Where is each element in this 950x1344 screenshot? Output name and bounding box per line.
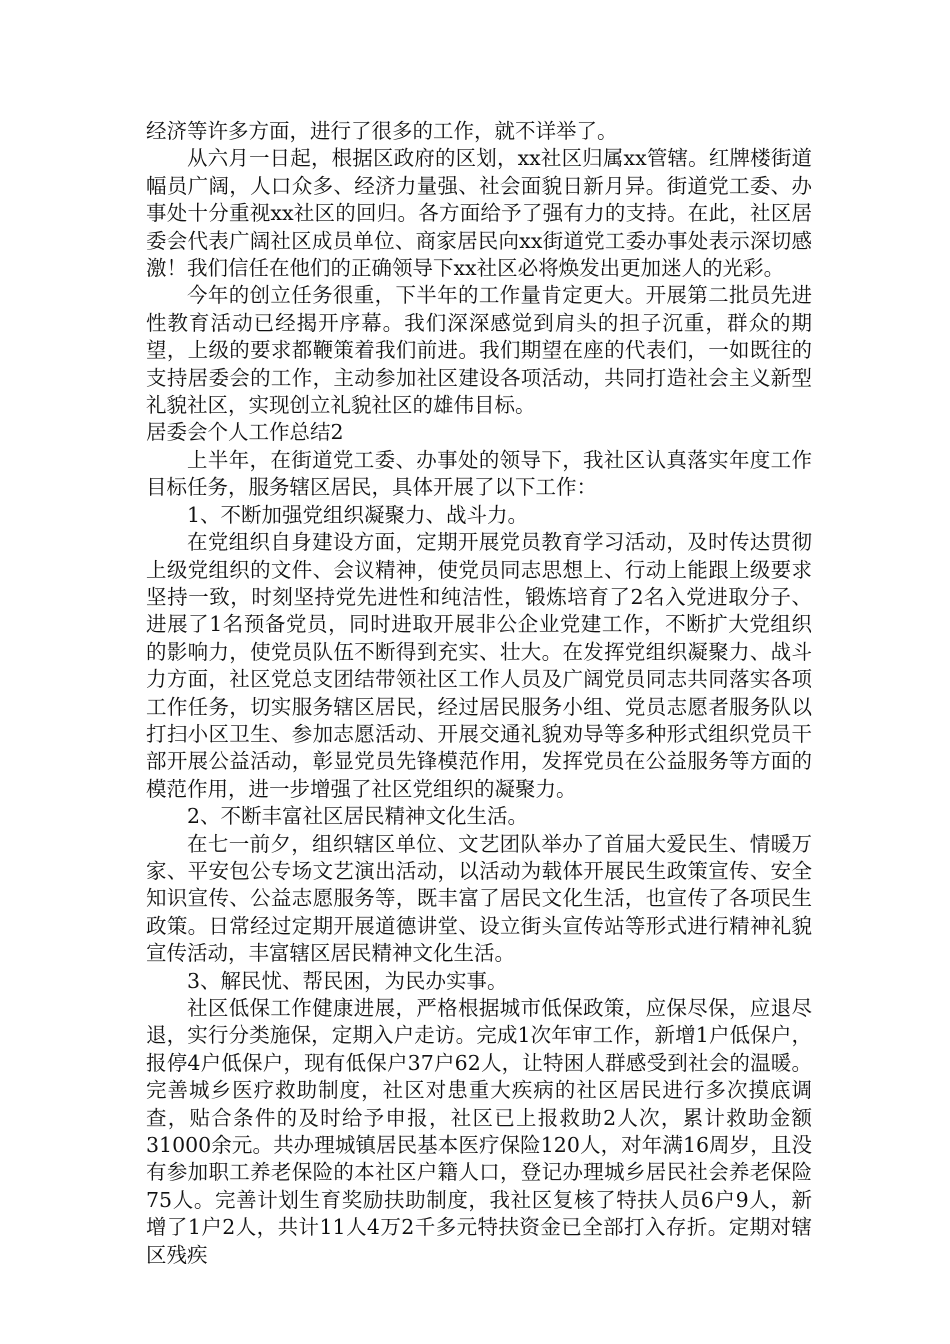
document-body — [146, 118, 812, 1269]
paragraph: 上半年，在街道党工委、办事处的领导下，我社区认真落实年度工作目标任务，服务辖区居民，具体开展了以下工作： — [146, 447, 812, 500]
list-item-heading: 1、不断加强党组织凝聚力、战斗力。 — [187, 502, 529, 527]
list-item-heading: 2、不断丰富社区居民精神文化生活。 — [187, 804, 529, 829]
paragraph: 今年的创立任务很重，下半年的工作量肯定更大。开展第二批员先进性教育活动已经揭开序幕。我们深深感觉到肩头的担子沉重，群众的期望，上级的要求都鞭策着我们前进。我们期望在座的代表们，一如既往的支持居委会的工作，主动参加社区建设各项活动，共同打造社会主义新型礼貌社区，实现创立礼貌社区的雄伟目标。 — [146, 283, 812, 418]
list-item-heading: 3、解民忧、帮民困，为民办实事。 — [187, 968, 508, 993]
paragraph: 经济等许多方面，进行了很多的工作，就不详举了。 — [146, 119, 618, 143]
paragraph: 从六月一日起，根据区政府的区划，xx社区归属xx管辖。红牌楼街道幅员广阔，人口众多、经济力量强、社会面貌日新月异。街道党工委、办事处十分重视xx社区的回归。各方面给予了强有力的支持。在此，社区居委会代表广阔社区成员单位、商家居民向xx街道党工委办事处表示深切感激！我们信任在他们的正确领导下xx社区必将焕发出更加迷人的光彩。 — [146, 146, 812, 281]
paragraph: 在七一前夕，组织辖区单位、文艺团队举办了首届大爱民生、情暖万家、平安包公专场文艺演出活动，以活动为载体开展民生政策宣传、安全知识宣传、公益志愿服务等，既丰富了居民文化生活，也宣传了各项民生政策。日常经过定期开展道德讲堂、设立街头宣传站等形式进行精神礼貌宣传活动，丰富辖区居民精神文化生活。 — [146, 831, 812, 966]
section-heading: 居委会个人工作总结2 — [146, 420, 344, 445]
paragraph: 在党组织自身建设方面，定期开展党员教育学习活动，及时传达贯彻上级党组织的文件、会议精神，使党员同志思想上、行动上能跟上级要求坚持一致，时刻坚持党先进性和纯洁性，锻炼培育了2名入党进取分子、进展了1名预备党员，同时进取开展非公企业党建工作，不断扩大党组织的影响力，使党员队伍不断得到充实、壮大。在发挥党组织凝聚力、战斗力方面，社区党总支团结带领社区工作人员及广阔党员同志共同落实各项工作任务，切实服务辖区居民，经过居民服务小组、党员志愿者服务队以打扫小区卫生、参加志愿活动、开展交通礼貌劝导等多种形式组织党员干部开展公益活动，彰显党员先锋模范作用，发挥党员在公益服务等方面的模范作用，进一步增强了社区党组织的凝聚力。 — [146, 530, 812, 801]
paragraph: 社区低保工作健康进展，严格根据城市低保政策，应保尽保，应退尽退，实行分类施保，定期入户走访。完成1次年审工作，新增1户低保户，报停4户低保户，现有低保户37户62人，让特困人群感受到社会的温暖。完善城乡医疗救助制度，社区对患重大疾病的社区居民进行多次摸底调查，贴合条件的及时给予申报，社区已上报救助2人次，累计救助金额31000余元。共办理城镇居民基本医疗保险120人，对年满16周岁，且没有参加职工养老保险的本社区户籍人口，登记办理城乡居民社会养老保险75人。完善计划生育奖励扶助制度，我社区复核了特扶人员6户9人，新增了1户2人，共计11人4万2千多元特扶资金已全部打入存折。定期对辖区残疾 — [146, 996, 812, 1267]
